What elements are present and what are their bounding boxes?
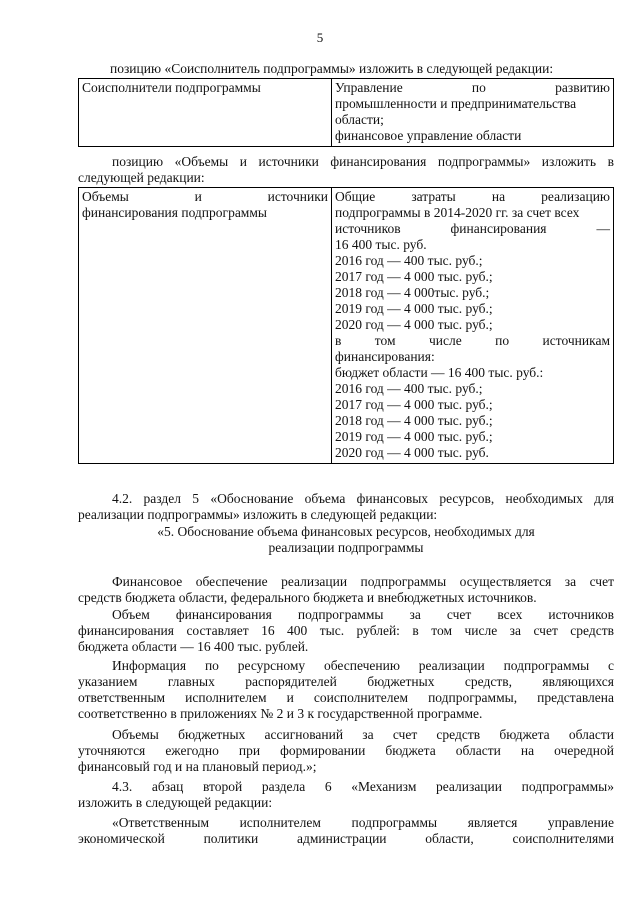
- paragraph-4-2: [78, 491, 614, 523]
- body-paragraph-1: [78, 574, 614, 606]
- cell-line: 2016 год — 400 тыс. руб.;: [335, 381, 483, 396]
- cell-line: финансовое управление области: [335, 128, 522, 143]
- intro-paragraph-1: позицию «Соисполнитель подпрограммы» изложить в следующей редакции:: [110, 61, 554, 76]
- table-coexecutors-label: Соисполнители подпрограммы: [79, 79, 332, 147]
- body-paragraph-1-line-2: средств бюджета области, федерального бюджета и внебюджетных источников.: [78, 590, 537, 605]
- page-number: 5: [316, 30, 324, 45]
- table-funding: [78, 187, 614, 464]
- intro-paragraph-2: [78, 154, 614, 186]
- intro-paragraph-2-line-1: позицию «Объемы и источники финансирования подпрограммы» изложить в: [112, 154, 614, 169]
- body-paragraph-3: [78, 658, 614, 722]
- cell-line: источников финансирования —: [335, 221, 610, 236]
- body-paragraph-3-line-1: Информация по ресурсному обеспечению реализации подпрограммы с: [112, 658, 614, 673]
- last-paragraph: [78, 815, 614, 847]
- paragraph-4-2-line-2: реализации подпрограммы» изложить в следующей редакции:: [78, 507, 438, 522]
- table-coexecutors: [78, 78, 614, 147]
- body-paragraph-1-line-1: Финансовое обеспечение реализации подпрограммы осуществляется за счет: [112, 574, 614, 589]
- section-heading-line-1: «5. Обоснование объема финансовых ресурсов, необходимых для: [157, 524, 535, 539]
- cell-line: промышленности и предпринимательства: [335, 96, 577, 111]
- cell-line: в том числе по источникам: [335, 333, 610, 348]
- section-heading: [78, 524, 614, 556]
- cell-line: 2018 год — 4 000 тыс. руб.;: [335, 413, 493, 428]
- body-paragraph-4-line-1: Объемы бюджетных ассигнований за счет средств бюджета области: [112, 727, 614, 742]
- body-paragraph-2-line-2: финансирования составляет 16 400 тыс. рублей: в том числе за счет средств: [78, 623, 614, 638]
- section-heading-line-2: реализации подпрограммы: [268, 540, 424, 555]
- cell-line: 2017 год — 4 000 тыс. руб.;: [335, 397, 493, 412]
- body-paragraph-4-line-2: уточняются ежегодно при формировании бюджета области на очередной: [78, 743, 614, 758]
- cell-line: 2018 год — 4 000тыс. руб.;: [335, 285, 490, 300]
- cell-line: Управление по развитию: [335, 80, 610, 95]
- cell-line: 2019 год — 4 000 тыс. руб.;: [335, 301, 493, 316]
- table-coexecutors-value: [332, 79, 614, 147]
- body-paragraph-2: [78, 607, 614, 655]
- cell-line: Общие затраты на реализацию: [335, 189, 610, 204]
- intro-paragraph-2-line-2: следующей редакции:: [78, 170, 205, 185]
- table-funding-value: [332, 188, 614, 464]
- cell-line: финансирования:: [335, 349, 435, 364]
- paragraph-4-2-line-1: 4.2. раздел 5 «Обоснование объема финансовых ресурсов, необходимых для: [112, 491, 614, 506]
- body-paragraph-3-line-3: ответственным исполнителем и соисполнителем подпрограммы, представлена: [78, 690, 614, 705]
- body-paragraph-4: [78, 727, 614, 775]
- paragraph-4-3: [78, 779, 614, 811]
- body-paragraph-4-line-3: финансовый год и на плановый период.»;: [78, 759, 317, 774]
- cell-line: 2019 год — 4 000 тыс. руб.;: [335, 429, 493, 444]
- body-paragraph-2-line-1: Объем финансирования подпрограммы за счет всех источников: [112, 607, 614, 622]
- cell-line: 16 400 тыс. руб.: [335, 237, 427, 252]
- body-paragraph-3-line-2: указанием главных распорядителей бюджетных средств, являющихся: [78, 674, 614, 689]
- cell-line: Объемы и источники: [82, 189, 328, 204]
- cell-line: 2020 год — 4 000 тыс. руб.: [335, 445, 489, 460]
- cell-line: бюджет области — 16 400 тыс. руб.:: [335, 365, 544, 380]
- cell-line: финансирования подпрограммы: [82, 205, 267, 220]
- cell-line: 2016 год — 400 тыс. руб.;: [335, 253, 483, 268]
- cell-line: подпрограммы в 2014-2020 гг. за счет всех: [335, 205, 580, 220]
- body-paragraph-3-line-4: соответственно в приложениях № 2 и 3 к государственной программе.: [78, 706, 483, 721]
- paragraph-4-3-line-2: изложить в следующей редакции:: [78, 795, 273, 810]
- paragraph-4-3-line-1: 4.3. абзац второй раздела 6 «Механизм реализации подпрограммы»: [112, 779, 614, 794]
- last-paragraph-line-1: «Ответственным исполнителем подпрограммы является управление: [112, 815, 614, 830]
- body-paragraph-2-line-3: бюджета области — 16 400 тыс. рублей.: [78, 639, 309, 654]
- last-paragraph-line-2: экономической политики администрации области, соисполнителями: [78, 831, 614, 846]
- cell-line: области;: [335, 112, 384, 127]
- cell-line: 2017 год — 4 000 тыс. руб.;: [335, 269, 493, 284]
- table-funding-label: [79, 188, 332, 464]
- cell-line: 2020 год — 4 000 тыс. руб.;: [335, 317, 493, 332]
